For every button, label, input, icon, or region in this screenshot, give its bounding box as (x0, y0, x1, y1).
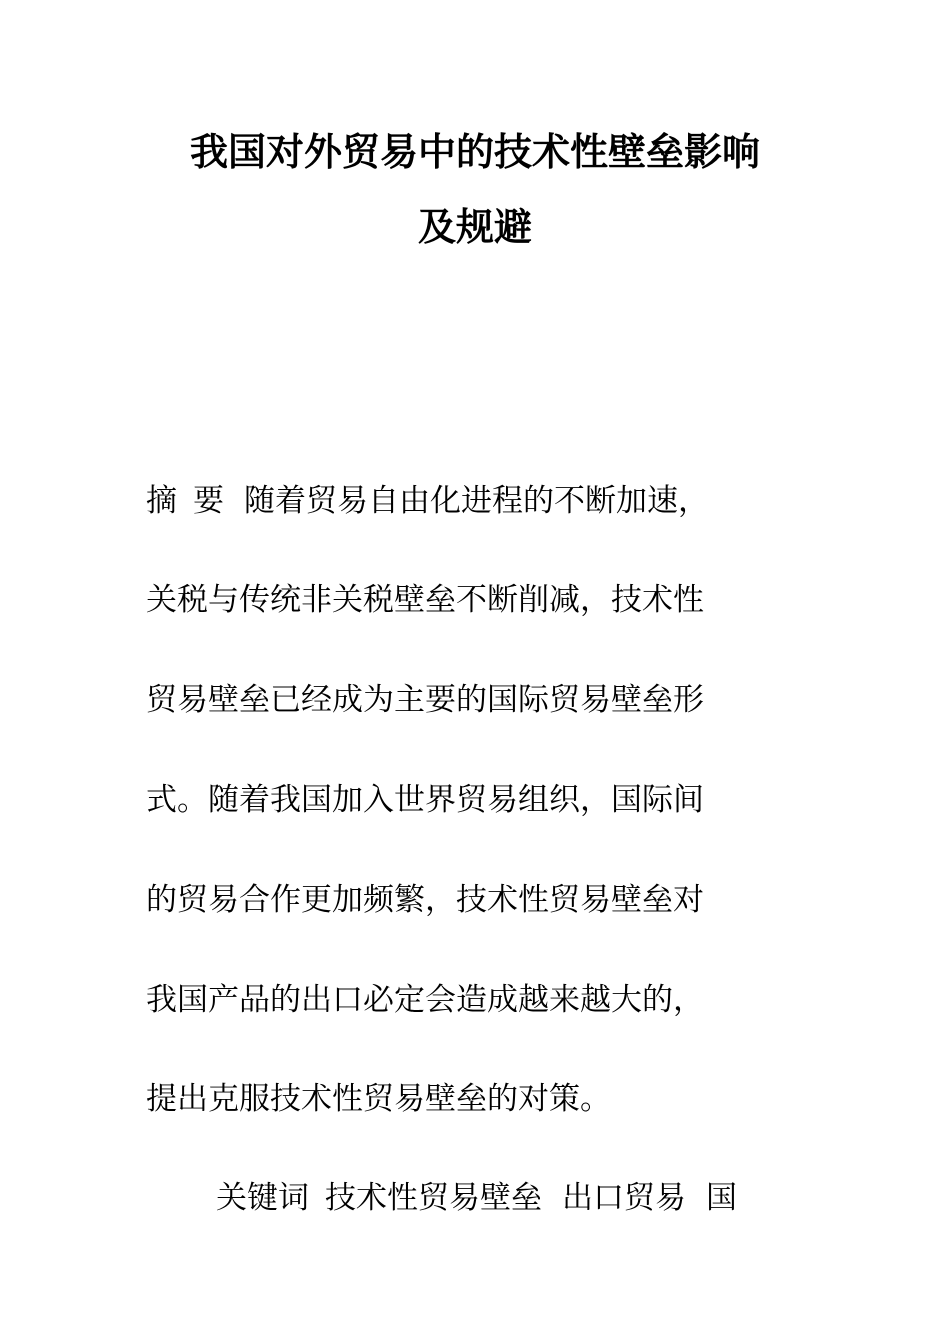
keyword-item: 国 (706, 1180, 737, 1216)
document-title-line-2: 及规避 (417, 204, 532, 249)
abstract-line-5: 的贸易合作更加频繁，技术性贸易壁垒对 (146, 882, 704, 918)
abstract-line-6: 我国产品的出口必定会造成越来越大的， (146, 982, 704, 1018)
document-title-line-1: 我国对外贸易中的技术性壁垒影响 (189, 129, 760, 174)
keyword-item: 出口贸易 (562, 1180, 686, 1216)
keyword-item: 技术性贸易壁垒 (325, 1180, 542, 1216)
abstract-line-7: 提出克服技术性贸易壁垒的对策。 (146, 1081, 611, 1117)
abstract-line-2: 关税与传统非关税壁垒不断削减，技术性 (146, 582, 704, 618)
abstract-line-4: 式。随着我国加入世界贸易组织，国际间 (146, 782, 704, 818)
keywords-line (216, 1178, 737, 1218)
abstract-text: 随着贸易自由化进程的不断加速， (244, 483, 709, 519)
keywords-label: 关键词 (216, 1180, 309, 1216)
abstract-label-part-2: 要 (193, 483, 224, 519)
abstract-line-1 (146, 481, 709, 521)
abstract-label-part-1: 摘 (146, 483, 177, 519)
abstract-line-3: 贸易壁垒已经成为主要的国际贸易壁垒形 (146, 682, 704, 718)
